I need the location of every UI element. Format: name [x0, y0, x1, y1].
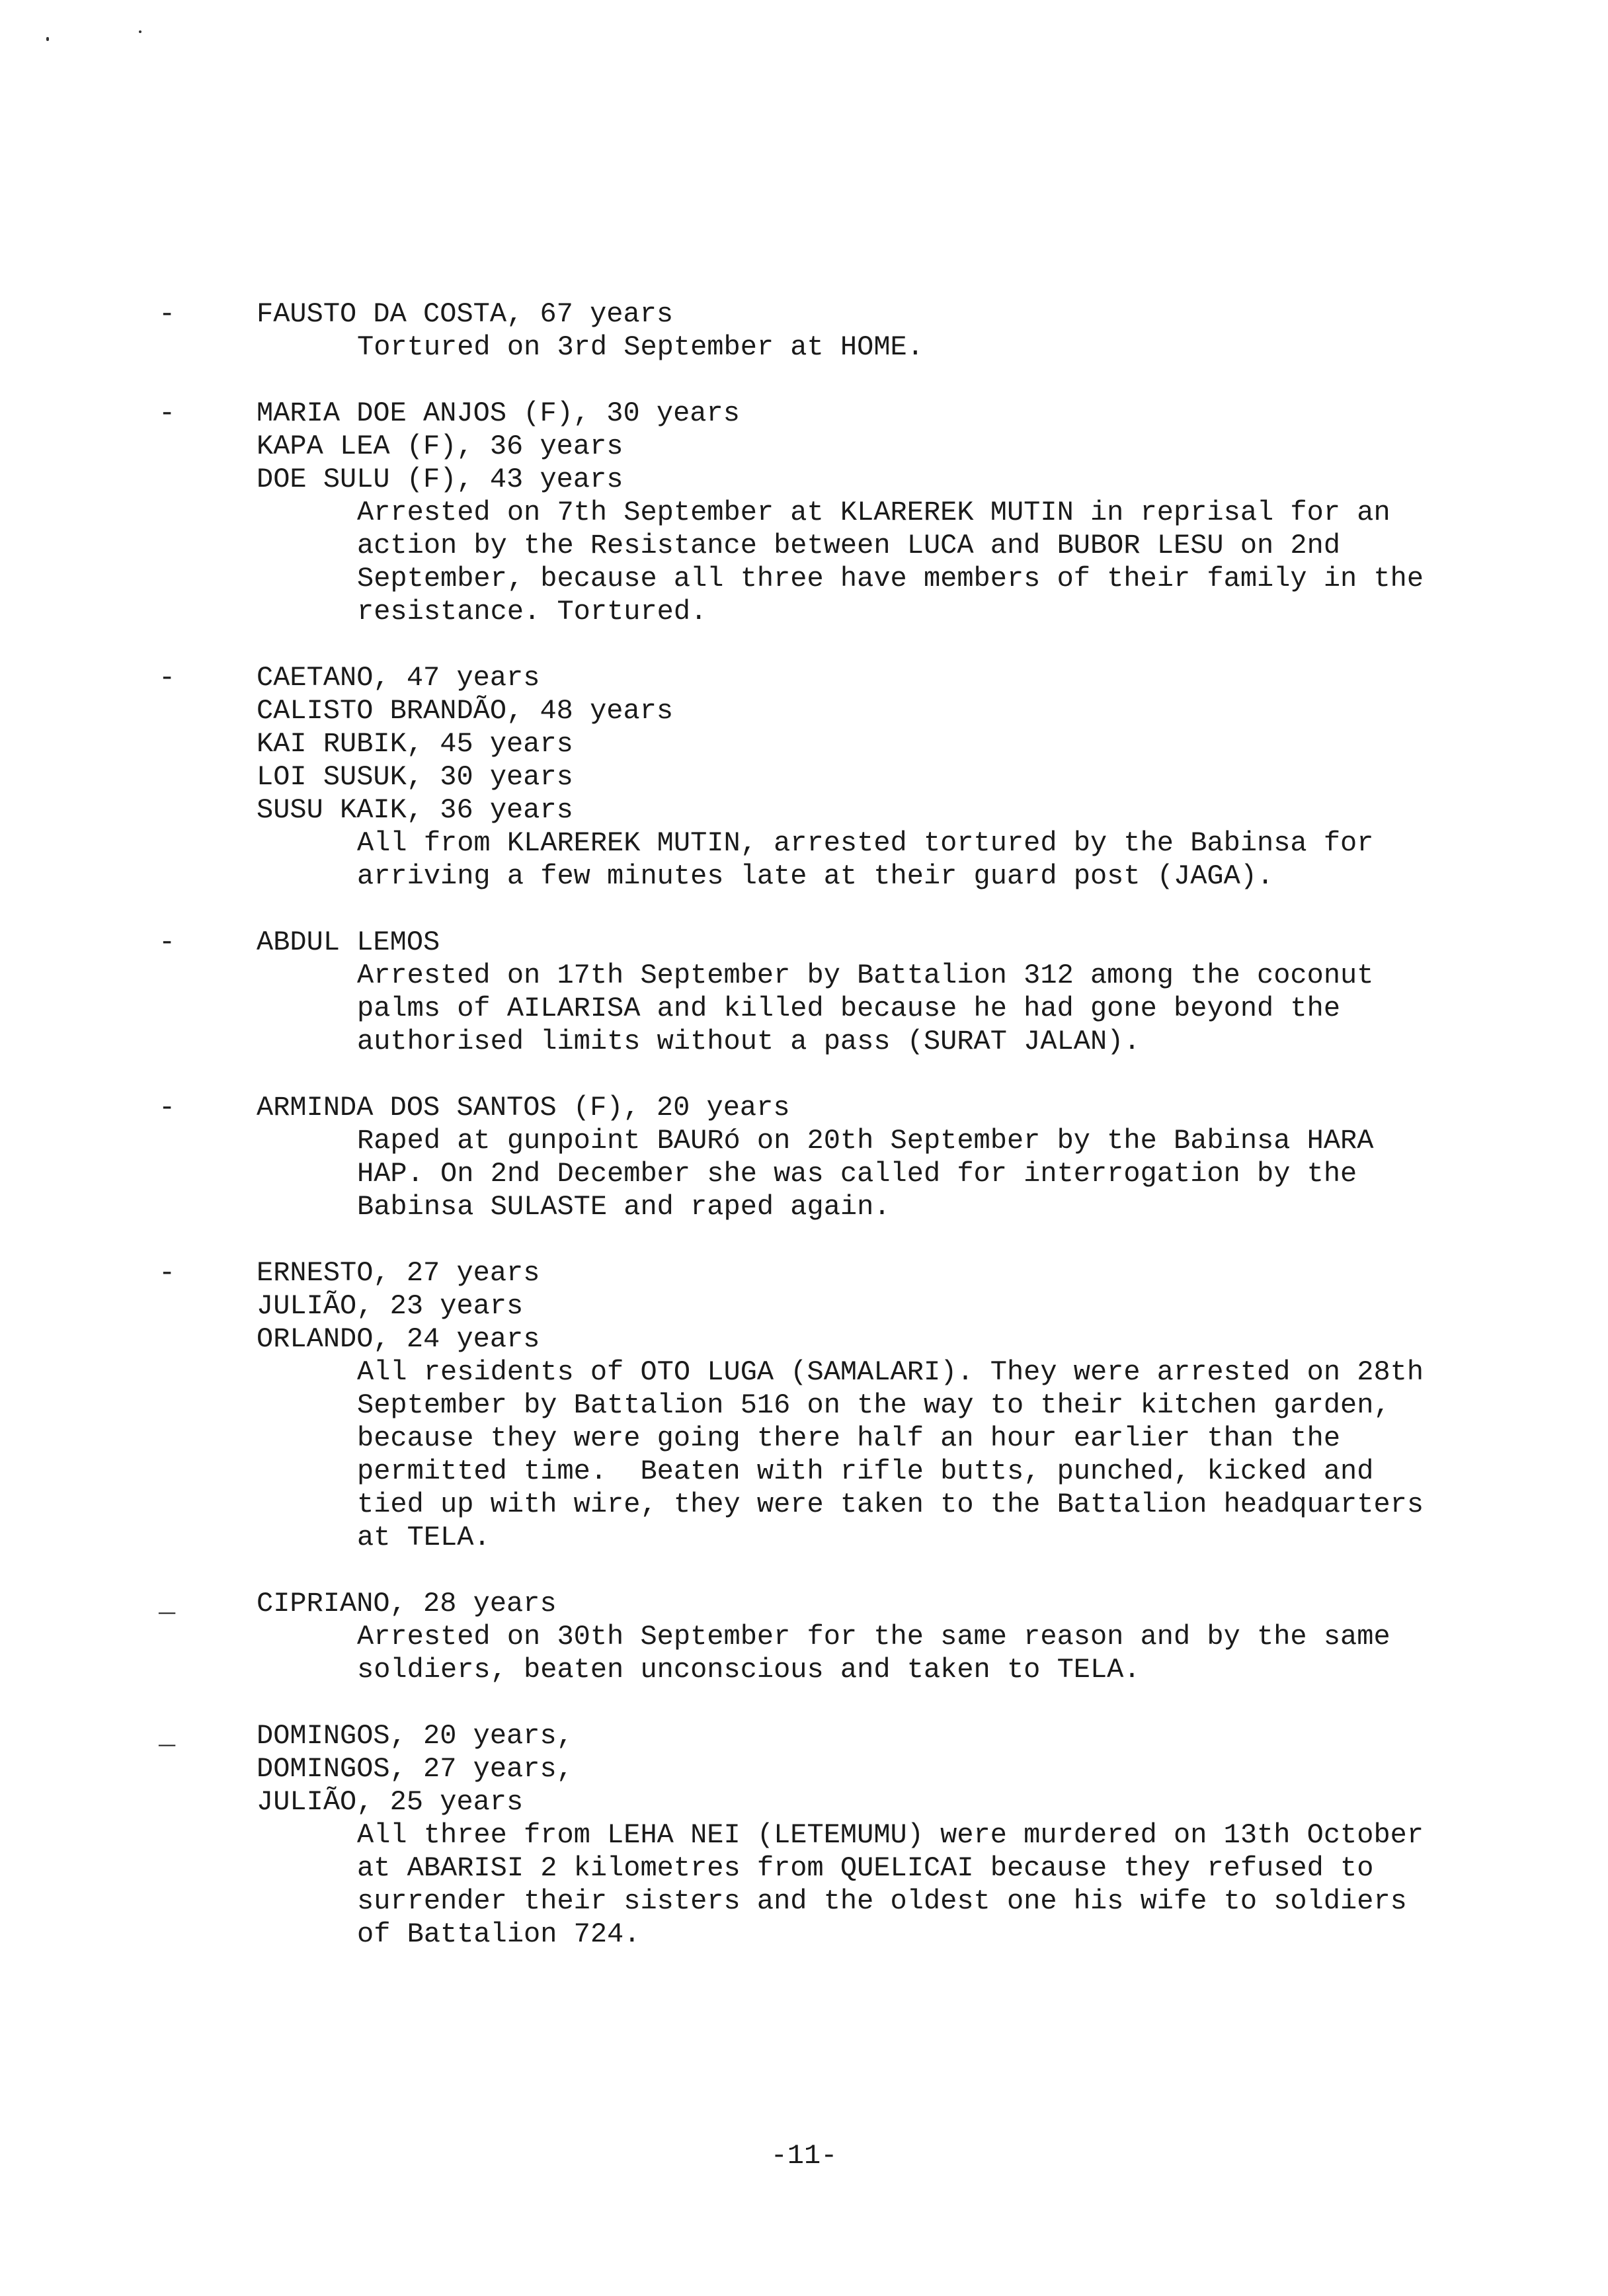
scan-speck-2: [139, 30, 141, 33]
incident-description-line: at TELA.: [357, 1522, 491, 1553]
incident-description-line: permitted time. Beaten with rifle butts, punched, kicked and: [357, 1456, 1374, 1487]
incident-description-line: Arrested on 30th September for the same reason and by the same: [357, 1621, 1390, 1653]
victim-name: ORLANDO, 24 years: [257, 1323, 540, 1355]
entry: [0, 661, 1608, 893]
entry-marker: -: [159, 397, 176, 429]
victim-name: DOE SULU (F), 43 years: [257, 464, 623, 495]
victim-name: ARMINDA DOS SANTOS (F), 20 years: [257, 1092, 790, 1124]
victim-name: ERNESTO, 27 years: [257, 1257, 540, 1289]
incident-description-line: Babinsa SULASTE and raped again.: [357, 1191, 891, 1223]
entry: [0, 1091, 1608, 1223]
entry: [0, 397, 1608, 628]
victim-name: CAETANO, 47 years: [257, 662, 540, 694]
victim-name: DOMINGOS, 20 years,: [257, 1720, 573, 1752]
victim-name: KAPA LEA (F), 36 years: [257, 430, 623, 462]
victim-name: SUSU KAIK, 36 years: [257, 794, 573, 826]
incident-description-line: All from KLAREREK MUTIN, arrested tortured by the Babinsa for: [357, 827, 1374, 859]
incident-description-line: of Battalion 724.: [357, 1918, 641, 1950]
incident-description-line: Arrested on 17th September by Battalion 312 among the coconut: [357, 960, 1374, 991]
incident-description-line: Raped at gunpoint BAURó on 20th September by the Babinsa HARA: [357, 1125, 1374, 1157]
incident-description-line: HAP. On 2nd December she was called for interrogation by the: [357, 1158, 1357, 1190]
entry: [0, 1587, 1608, 1686]
incident-description-line: soldiers, beaten unconscious and taken to TELA.: [357, 1654, 1141, 1686]
incident-description-line: because they were going there half an hour earlier than the: [357, 1422, 1341, 1454]
incident-description-line: September, because all three have members of their family in the: [357, 563, 1424, 594]
incident-description-line: authorised limits without a pass (SURAT JALAN).: [357, 1026, 1141, 1057]
scan-speck-1: [46, 37, 49, 41]
incident-description-line: All three from LEHA NEI (LETEMUMU) were murdered on 13th October: [357, 1819, 1424, 1851]
entry-list: [0, 298, 1608, 1984]
entry-marker: -: [159, 1092, 176, 1124]
entry-marker: -: [159, 926, 176, 958]
incident-description-line: at ABARISI 2 kilometres from QUELICAI because they refused to: [357, 1852, 1374, 1884]
incident-description-line: surrender their sisters and the oldest one his wife to soldiers: [357, 1885, 1407, 1917]
entry: [0, 926, 1608, 1058]
incident-description-line: resistance. Tortured.: [357, 596, 707, 628]
entry: [0, 1256, 1608, 1554]
entry-marker: -: [159, 298, 176, 330]
victim-name: KAI RUBIK, 45 years: [257, 728, 573, 760]
victim-name: JULIÃO, 25 years: [257, 1786, 524, 1818]
incident-description-line: Arrested on 7th September at KLAREREK MUTIN in reprisal for an: [357, 497, 1390, 528]
victim-name: JULIÃO, 23 years: [257, 1290, 524, 1322]
entry-marker: -: [159, 662, 176, 694]
incident-description-line: action by the Resistance between LUCA and BUBOR LESU on 2nd: [357, 530, 1341, 561]
entry: [0, 1719, 1608, 1951]
entry: [0, 298, 1608, 364]
incident-description-line: arriving a few minutes late at their guard post (JAGA).: [357, 860, 1274, 892]
victim-name: CIPRIANO, 28 years: [257, 1588, 557, 1620]
victim-name: CALISTO BRANDÃO, 48 years: [257, 695, 674, 727]
page-number: -11-: [770, 2140, 838, 2172]
incident-description-line: Tortured on 3rd September at HOME.: [357, 331, 924, 363]
victim-name: ABDUL LEMOS: [257, 926, 440, 958]
incident-description-line: palms of AILARISA and killed because he had gone beyond the: [357, 993, 1341, 1024]
entry-marker: _: [159, 1720, 176, 1752]
incident-description-line: All residents of OTO LUGA (SAMALARI). They were arrested on 28th: [357, 1356, 1424, 1388]
victim-name: FAUSTO DA COSTA, 67 years: [257, 298, 674, 330]
victim-name: MARIA DOE ANJOS (F), 30 years: [257, 397, 740, 429]
victim-name: DOMINGOS, 27 years,: [257, 1753, 573, 1785]
entry-marker: _: [159, 1588, 176, 1620]
incident-description-line: tied up with wire, they were taken to the Battalion headquarters: [357, 1489, 1424, 1520]
incident-description-line: September by Battalion 516 on the way to their kitchen garden,: [357, 1389, 1390, 1421]
entry-marker: -: [159, 1257, 176, 1289]
victim-name: LOI SUSUK, 30 years: [257, 761, 573, 793]
